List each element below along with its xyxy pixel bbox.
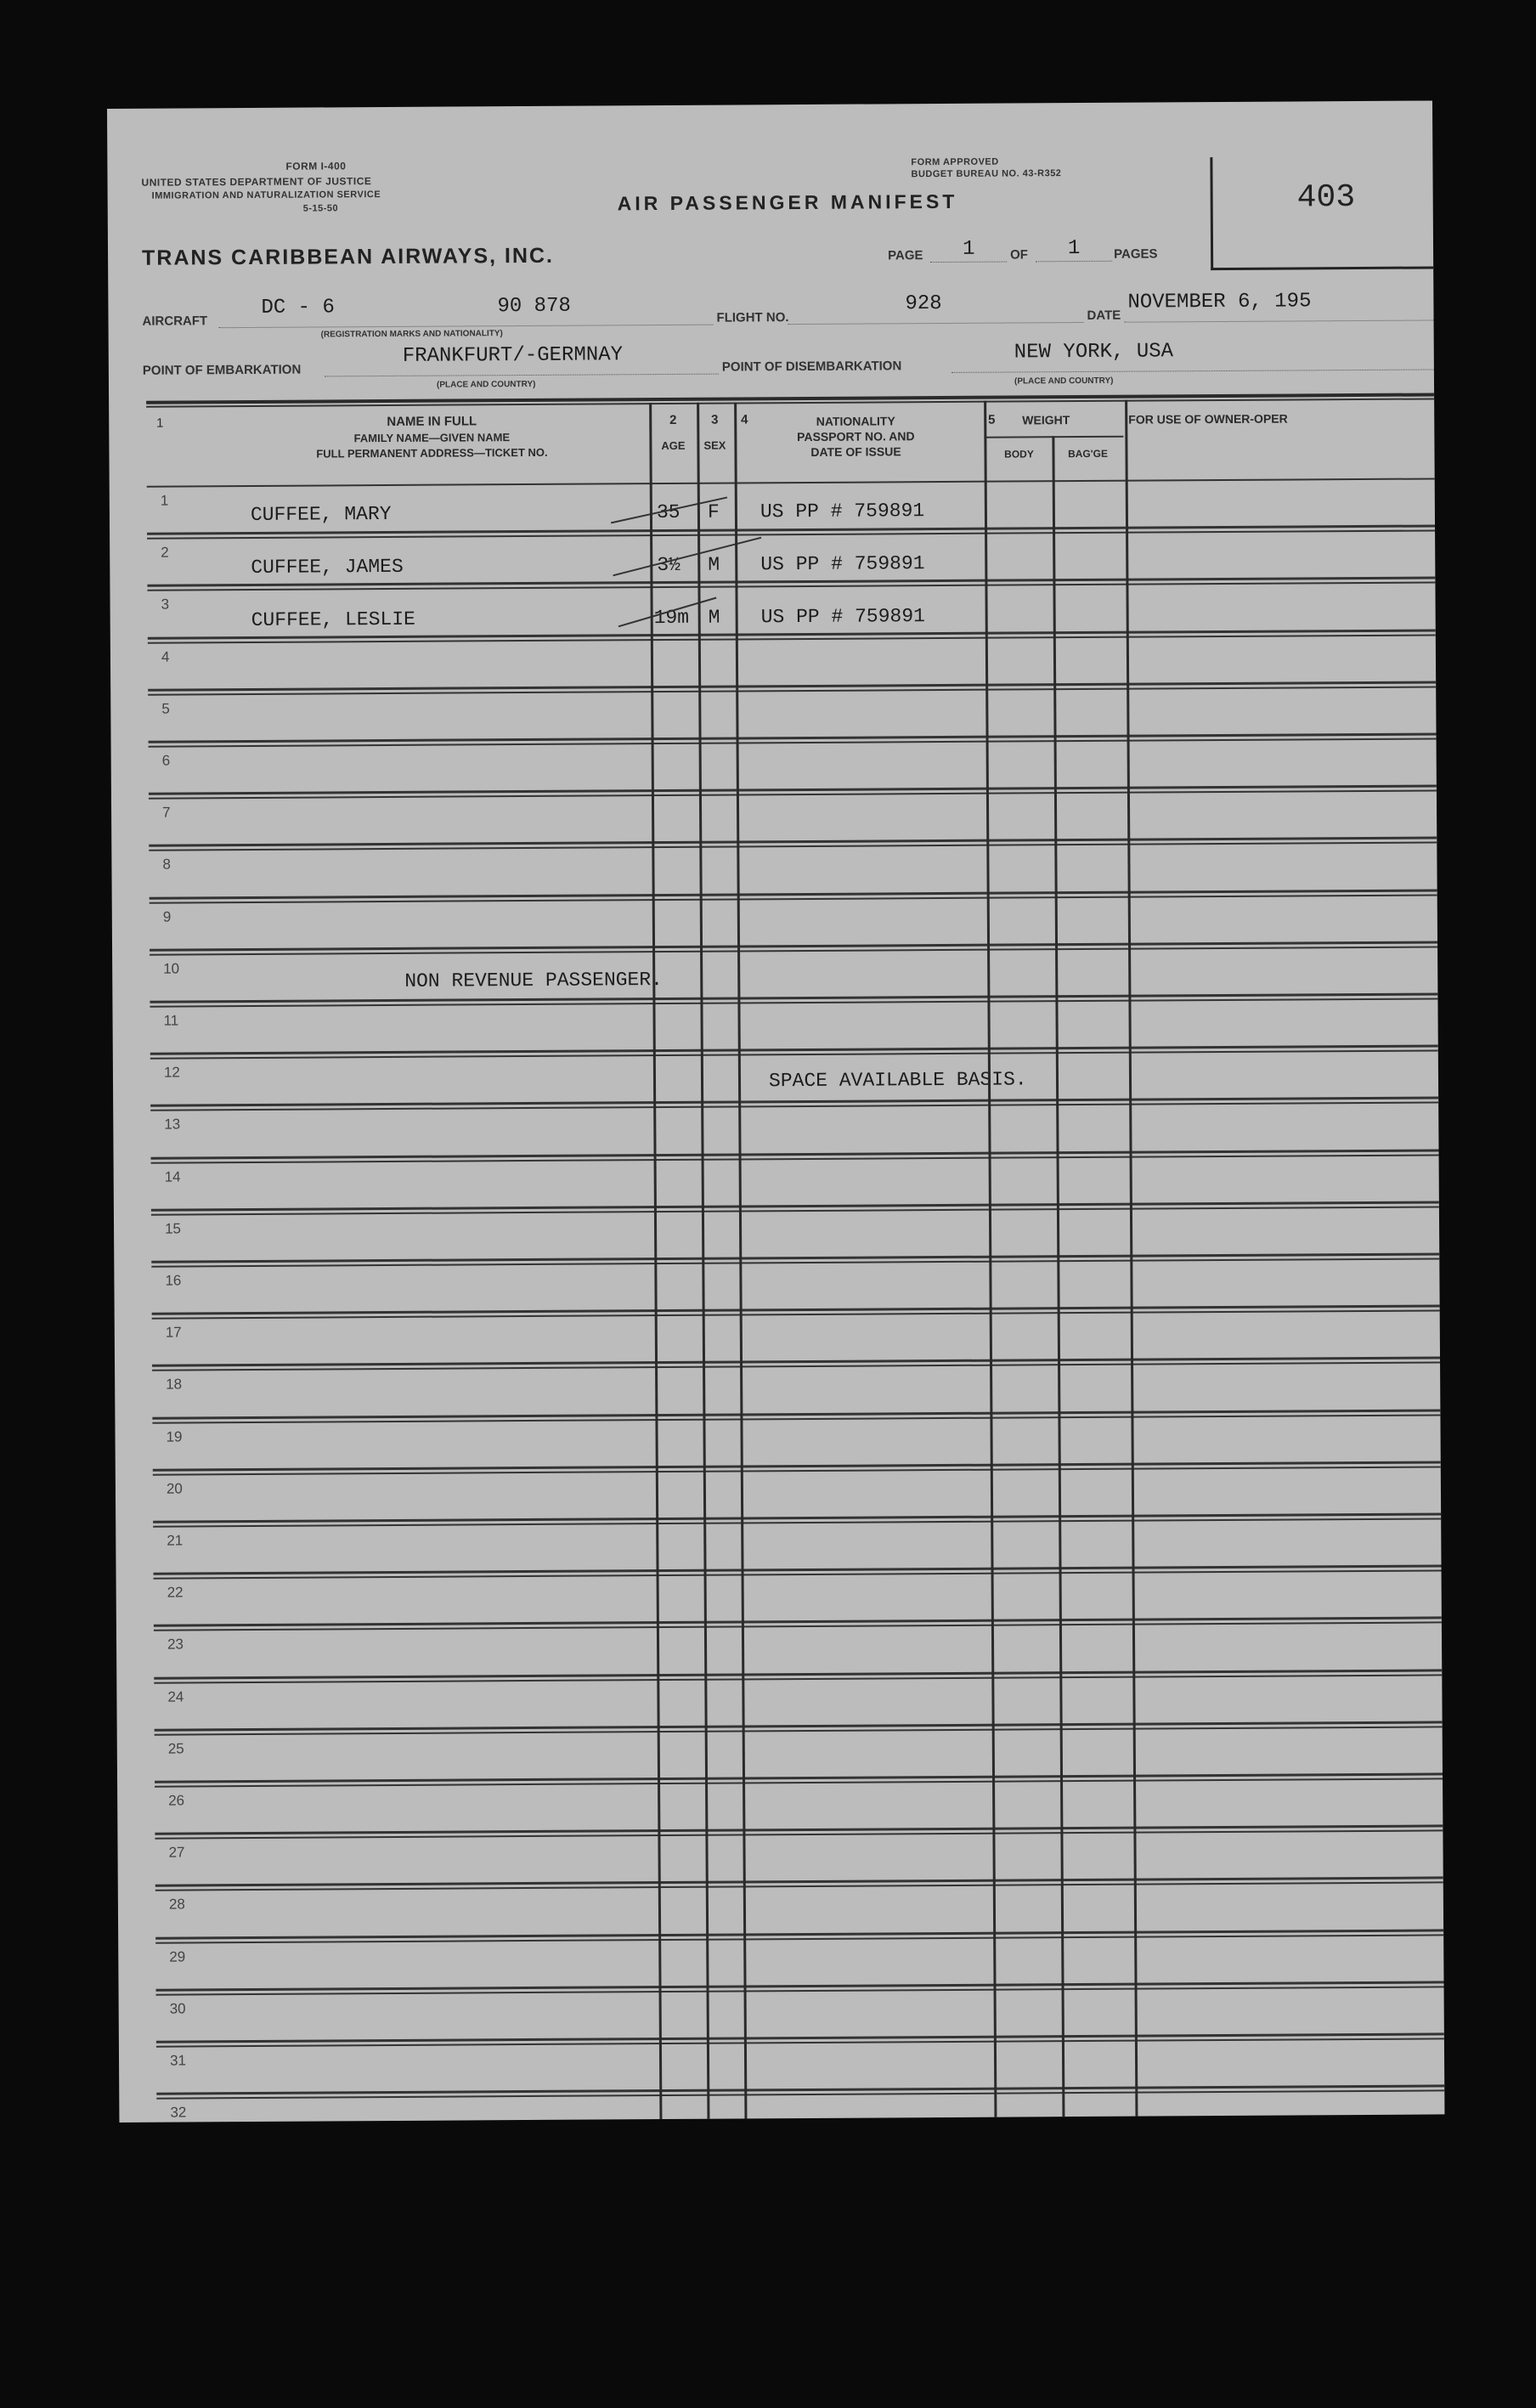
- col-body-header: BODY: [1004, 448, 1034, 461]
- form-date: 5-15-50: [302, 203, 339, 214]
- row-number: 15: [164, 1220, 182, 1237]
- row-number: 4: [161, 648, 170, 665]
- col-age-header: AGE: [661, 438, 686, 453]
- row-number: 19: [166, 1428, 183, 1445]
- row-number: 14: [164, 1168, 181, 1185]
- form-number: FORM I-400: [285, 160, 347, 172]
- col-nationality-header: NATIONALITY: [816, 414, 895, 428]
- row-number: 1: [160, 492, 169, 509]
- page-value: 1: [962, 237, 975, 261]
- row-number: 24: [167, 1688, 184, 1705]
- passenger-3-sex: M: [708, 606, 720, 629]
- passenger-2-sex: M: [708, 553, 720, 576]
- registration-note: (REGISTRATION MARKS AND NATIONALITY): [320, 329, 503, 340]
- disembarkation-value: NEW YORK, USA: [1014, 340, 1174, 365]
- row-number: 5: [161, 700, 170, 717]
- department: UNITED STATES DEPARTMENT OF JUSTICE: [141, 175, 372, 189]
- col-name-header: NAME IN FULL: [387, 414, 477, 429]
- row-number: 29: [169, 1948, 186, 1965]
- form-approval: FORM APPROVED: [911, 156, 999, 168]
- space-available-note: SPACE AVAILABLE BASIS.: [768, 1068, 1027, 1093]
- manifest-sheet: [107, 100, 1444, 2122]
- row-number: 26: [168, 1792, 185, 1809]
- passenger-1-passport: US PP # 759891: [760, 500, 925, 523]
- row-number: 18: [166, 1376, 183, 1393]
- date-value: NOVEMBER 6, 195: [1127, 290, 1312, 314]
- passenger-1-sex: F: [707, 500, 720, 523]
- aircraft-value: DC - 6: [261, 296, 335, 319]
- passenger-1-age: 35: [656, 500, 680, 524]
- row-number: 31: [169, 2052, 187, 2069]
- row-number: 20: [166, 1480, 183, 1497]
- airline-name: TRANS CARIBBEAN AIRWAYS, INC.: [141, 243, 555, 270]
- row-number: 10: [163, 960, 180, 977]
- col-name-sub1: FAMILY NAME—GIVEN NAME: [353, 431, 511, 445]
- col4-number: 4: [741, 412, 748, 427]
- row-number: 28: [168, 1896, 185, 1913]
- row-number: 7: [162, 804, 171, 821]
- col2-number: 2: [669, 412, 677, 427]
- passenger-2-name: CUFFEE, JAMES: [251, 555, 404, 579]
- row-number: 25: [167, 1740, 184, 1757]
- row-number: 32: [170, 2104, 187, 2121]
- row-number: 21: [167, 1532, 184, 1549]
- col-baggage-header: BAG'GE: [1068, 447, 1108, 461]
- page-label: PAGE: [888, 248, 923, 263]
- row-line: [147, 478, 1435, 487]
- passenger-3-age: 19m: [653, 606, 690, 630]
- row-number: 17: [165, 1324, 182, 1341]
- passenger-1-name: CUFFEE, MARY: [250, 502, 392, 526]
- aircraft-label: AIRCRAFT: [142, 314, 208, 329]
- manifest-title: AIR PASSENGER MANIFEST: [617, 189, 958, 215]
- col1-number: 1: [156, 415, 164, 431]
- col-weight-header: WEIGHT: [1022, 413, 1070, 427]
- row-number: 12: [163, 1064, 180, 1081]
- row-number: 23: [167, 1636, 184, 1653]
- col3-number: 3: [711, 412, 719, 427]
- disembarkation-note: (PLACE AND COUNTRY): [1014, 376, 1114, 387]
- passenger-2-passport: US PP # 759891: [760, 552, 925, 576]
- embarkation-value: FRANKFURT/-GERMNAY: [402, 343, 624, 368]
- flight-value: 928: [905, 292, 942, 316]
- passenger-3-passport: US PP # 759891: [760, 605, 925, 629]
- passenger-3-name: CUFFEE, LESLIE: [251, 608, 415, 631]
- embarkation-note: (PLACE AND COUNTRY): [436, 379, 536, 390]
- col5-number: 5: [988, 412, 996, 427]
- check-stroke: [613, 537, 761, 577]
- disembarkation-label: POINT OF DISEMBARKATION: [721, 359, 902, 375]
- col-owner-header: FOR USE OF OWNER-OPER: [1128, 411, 1288, 427]
- row-number: 11: [163, 1012, 179, 1029]
- passenger-2-age: 3½: [657, 553, 680, 577]
- row-number: 9: [162, 908, 172, 925]
- col-sex-header: SEX: [703, 438, 726, 452]
- pages-value: 1: [1067, 237, 1081, 261]
- row-number: 22: [167, 1584, 184, 1601]
- col-passport-header: PASSPORT NO. AND: [797, 429, 915, 444]
- row-number: 16: [165, 1272, 182, 1289]
- flight-label: FLIGHT NO.: [716, 310, 789, 325]
- row-number: 6: [161, 752, 171, 769]
- non-revenue-note: NON REVENUE PASSENGER.: [404, 969, 664, 992]
- col-name-sub2: FULL PERMANENT ADDRESS—TICKET NO.: [316, 445, 548, 461]
- row-number: 2: [161, 544, 169, 561]
- pages-label: PAGES: [1114, 246, 1158, 262]
- row-number: 8: [162, 856, 171, 873]
- row-number: 13: [164, 1116, 181, 1133]
- embarkation-label: POINT OF EMBARKATION: [142, 362, 302, 378]
- budget-bureau: BUDGET BUREAU NO. 43-R352: [911, 168, 1062, 180]
- of-label: OF: [1010, 247, 1028, 263]
- row-number: 27: [168, 1844, 185, 1861]
- registration-value: 90 878: [497, 294, 571, 319]
- date-label: DATE: [1087, 308, 1121, 323]
- row-number: 3: [161, 596, 170, 613]
- col-issue-header: DATE OF ISSUE: [810, 444, 901, 459]
- service: IMMIGRATION AND NATURALIZATION SERVICE: [151, 189, 381, 201]
- row-number: 30: [169, 2000, 186, 2017]
- stamp-number: 403: [1296, 179, 1356, 217]
